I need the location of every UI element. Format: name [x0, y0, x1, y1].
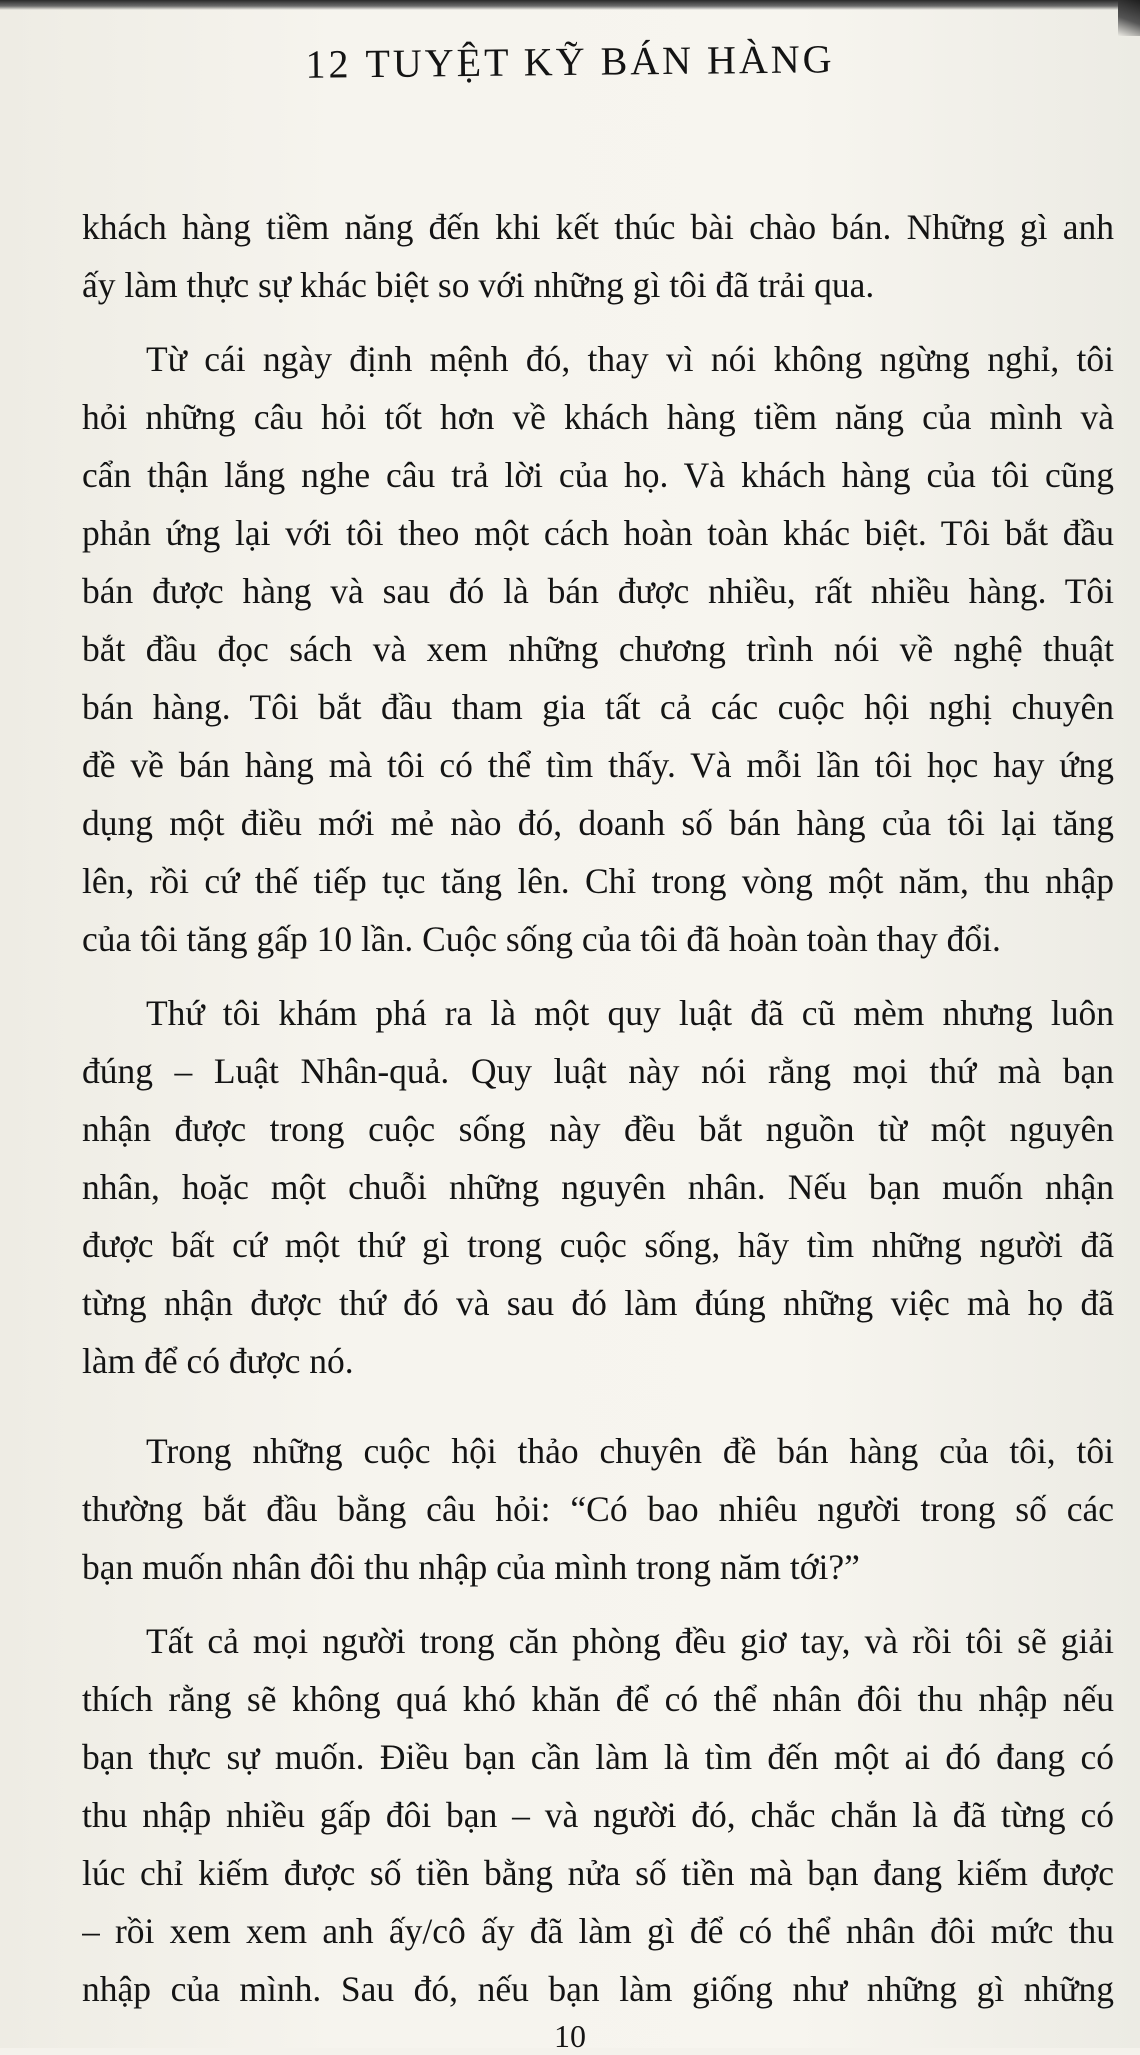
text-line: khách hàng tiềm năng đến khi kết thúc bài chào bán. Những gì anh — [82, 207, 1114, 247]
text-line: được bất cứ một thứ gì trong cuộc sống, hãy tìm những người đã — [82, 1225, 1114, 1265]
text-line: nhận được trong cuộc sống này đều bắt nguồn từ một nguyên — [82, 1109, 1114, 1149]
page-corner-shadow — [1118, 0, 1140, 36]
text-line: ấy làm thực sự khác biệt so với những gì tôi đã trải qua. — [82, 265, 875, 305]
text-line: thu nhập nhiều gấp đôi bạn – và người đó, chắc chắn là đã từng có — [82, 1795, 1114, 1835]
page-folio: 10 — [554, 2018, 586, 2054]
text-line: thích rằng sẽ không quá khó khăn để có thể nhân đôi thu nhập nếu — [82, 1679, 1114, 1719]
text-line: dụng một điều mới mẻ nào đó, doanh số bán hàng của tôi lại tăng — [82, 803, 1114, 843]
text-line: bắt đầu đọc sách và xem những chương trình nói về nghệ thuật — [82, 629, 1114, 669]
text-line: lúc chỉ kiếm được số tiền bằng nửa số tiền mà bạn đang kiếm được — [82, 1853, 1114, 1893]
text-line: Tất cả mọi người trong căn phòng đều giơ tay, và rồi tôi sẽ giải — [146, 1621, 1114, 1661]
page-top-shadow — [0, 0, 1140, 10]
text-line: lên, rồi cứ thế tiếp tục tăng lên. Chỉ trong vòng một năm, thu nhập — [82, 861, 1114, 901]
text-line: hỏi những câu hỏi tốt hơn về khách hàng tiềm năng của mình và — [82, 397, 1114, 437]
text-line: nhập của mình. Sau đó, nếu bạn làm giống như những gì những — [82, 1969, 1114, 2009]
text-line: – rồi xem xem anh ấy/cô ấy đã làm gì để có thể nhân đôi mức thu — [82, 1911, 1114, 1951]
text-line: làm để có được nó. — [82, 1341, 354, 1381]
header-page-number: 12 — [305, 41, 352, 87]
text-line: từng nhận được thứ đó và sau đó làm đúng những việc mà họ đã — [82, 1283, 1114, 1323]
text-line: đúng – Luật Nhân-quả. Quy luật này nói rằng mọi thứ mà bạn — [82, 1051, 1114, 1091]
running-header — [0, 32, 1140, 91]
body-text — [82, 198, 1114, 2018]
text-line: Trong những cuộc hội thảo chuyên đề bán hàng của tôi, tôi — [146, 1431, 1114, 1471]
text-line: đề về bán hàng mà tôi có thể tìm thấy. Và mỗi lần tôi học hay ứng — [82, 745, 1114, 785]
text-line: bạn muốn nhân đôi thu nhập của mình trong năm tới?” — [82, 1547, 860, 1587]
text-line: của tôi tăng gấp 10 lần. Cuộc sống của tôi đã hoàn toàn thay đổi. — [82, 919, 1001, 959]
text-line: bán hàng. Tôi bắt đầu tham gia tất cả các cuộc hội nghị chuyên — [82, 687, 1114, 727]
text-line: Thứ tôi khám phá ra là một quy luật đã cũ mèm nhưng luôn — [146, 993, 1114, 1033]
text-line: phản ứng lại với tôi theo một cách hoàn toàn khác biệt. Tôi bắt đầu — [82, 513, 1114, 553]
header-title: TUYỆT KỸ BÁN HÀNG — [365, 36, 835, 87]
text-line: cẩn thận lắng nghe câu trả lời của họ. Và khách hàng của tôi cũng — [82, 455, 1114, 495]
text-line: bán được hàng và sau đó là bán được nhiều, rất nhiều hàng. Tôi — [82, 571, 1114, 611]
text-line: bạn thực sự muốn. Điều bạn cần làm là tìm đến một ai đó đang có — [82, 1737, 1114, 1777]
text-line: thường bắt đầu bằng câu hỏi: “Có bao nhiêu người trong số các — [82, 1489, 1114, 1529]
text-line: Từ cái ngày định mệnh đó, thay vì nói không ngừng nghỉ, tôi — [146, 339, 1114, 379]
text-line: nhân, hoặc một chuỗi những nguyên nhân. Nếu bạn muốn nhận — [82, 1167, 1114, 1207]
